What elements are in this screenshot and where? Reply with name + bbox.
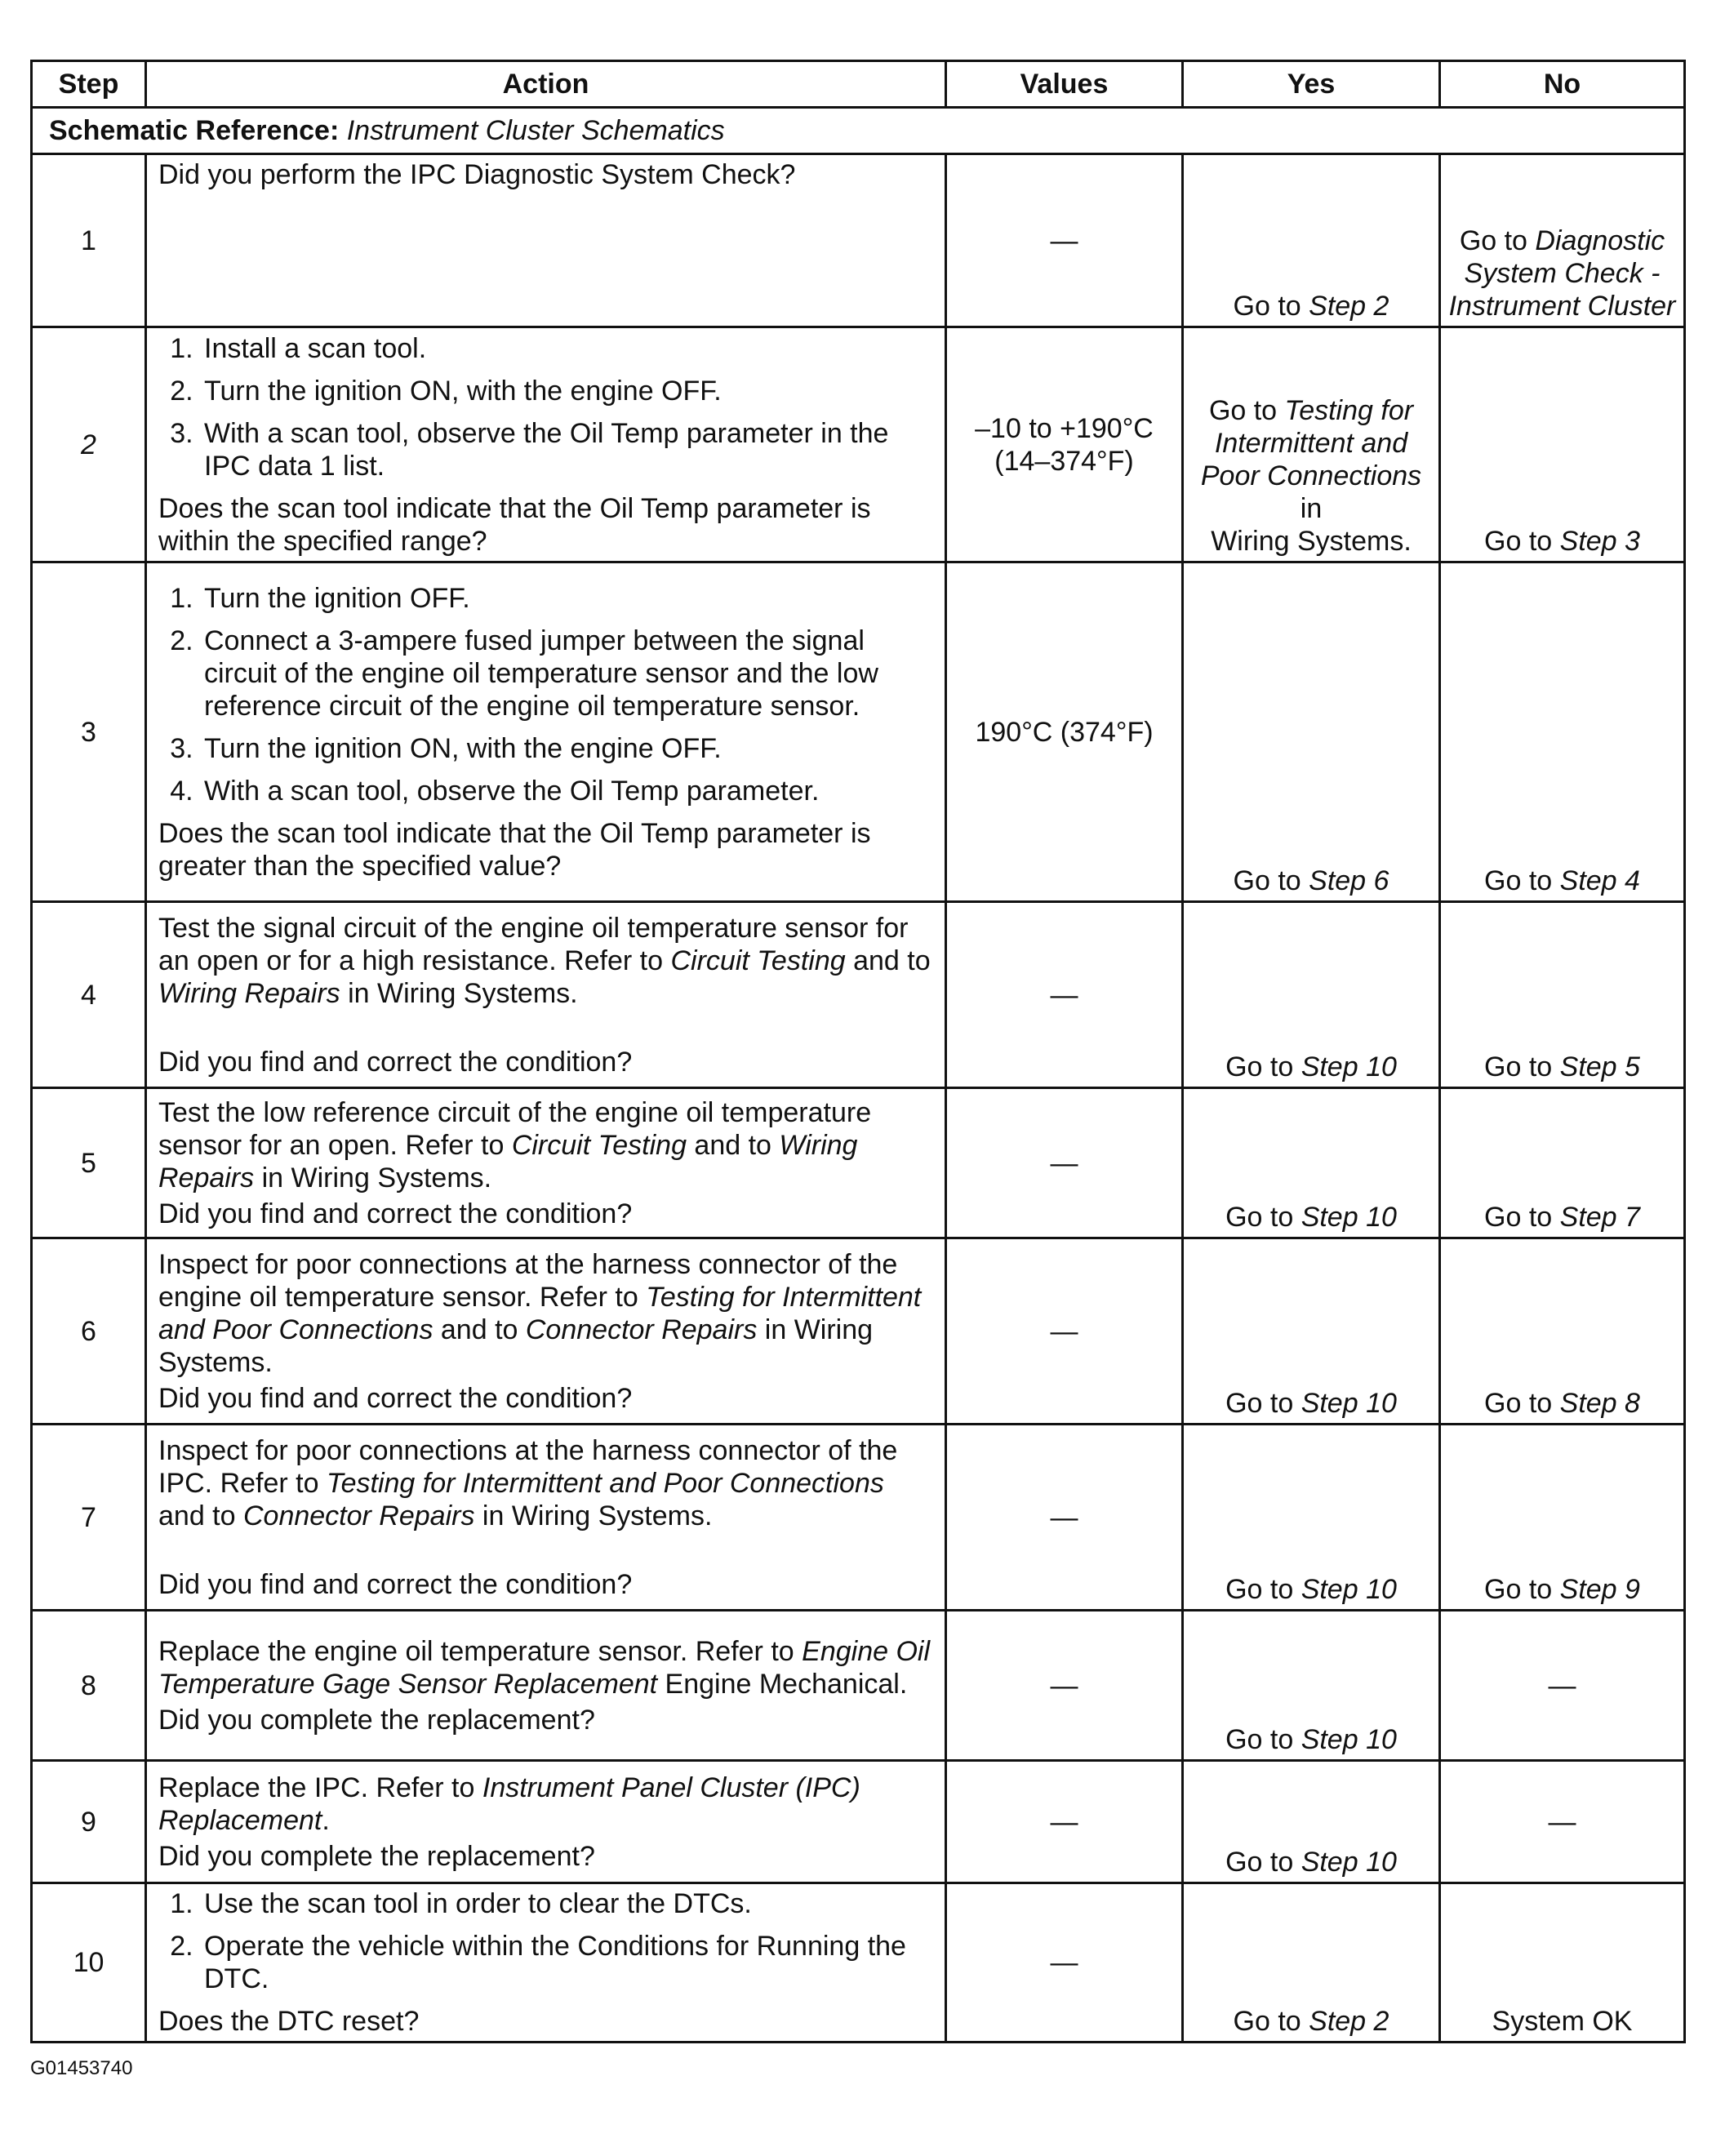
action-cell — [146, 1611, 946, 1761]
yes-link[interactable]: Step 10 — [1300, 1202, 1397, 1233]
step-number: 10 — [32, 1883, 146, 2043]
yes-cell: Go to Step 10 — [1183, 1088, 1440, 1238]
table-row — [32, 327, 1685, 562]
action-list — [158, 582, 933, 807]
list-item: 2. Connect a 3-ampere fused jumper between the signal circuit of the engine oil temperature sensor and the low reference circuit of the engine oil temperature sensor. — [201, 625, 933, 722]
step-number: 2 — [32, 327, 146, 562]
yes-cell: Go to Testing for Intermittent and Poor Connections in Wiring Systems. — [1183, 327, 1440, 562]
step-number: 8 — [32, 1611, 146, 1761]
yes-cell: Go to Step 6 — [1183, 562, 1440, 902]
no-cell: Go to Step 8 — [1440, 1238, 1685, 1425]
no-cell: Go to Step 3 — [1440, 327, 1685, 562]
yes-cell: Go to Step 10 — [1183, 902, 1440, 1088]
action-text: Inspect for poor connections at the harness connector of the engine oil temperature sensor. Refer to Testing for Intermittent and Poor Connections and to Connector Repairs in Wiring Systems. — [158, 1248, 922, 1378]
table-row — [32, 1761, 1685, 1883]
table-row — [32, 1088, 1685, 1238]
no-link[interactable]: Step 5 — [1559, 1051, 1640, 1082]
schematic-link[interactable]: Instrument Cluster Schematics — [346, 115, 725, 146]
no-cell: — — [1440, 1761, 1685, 1883]
table-row — [32, 1238, 1685, 1425]
values-cell: 190°C (374°F) — [946, 562, 1183, 902]
no-link[interactable]: Step 3 — [1559, 526, 1640, 557]
list-item: 3. With a scan tool, observe the Oil Temp parameter in the IPC data 1 list. — [201, 417, 933, 482]
list-item: 1. Turn the ignition OFF. — [201, 582, 933, 615]
yes-cell: Go to Step 10 — [1183, 1425, 1440, 1611]
no-link[interactable]: Step 9 — [1559, 1574, 1640, 1605]
values-cell: — — [946, 1611, 1183, 1761]
list-item: 2. Turn the ignition ON, with the engine OFF. — [201, 375, 933, 407]
header-no: No — [1440, 61, 1685, 108]
table-row — [32, 902, 1685, 1088]
schematic-label: Schematic Reference: — [49, 115, 340, 146]
table-row — [32, 1611, 1685, 1761]
action-cell — [146, 1088, 946, 1238]
action-cell — [146, 1238, 946, 1425]
header-yes: Yes — [1183, 61, 1440, 108]
action-link[interactable]: Connector Repairs — [242, 1500, 475, 1531]
diagnostic-table — [30, 60, 1686, 2043]
action-text: Inspect for poor connections at the harness connector of the IPC. Refer to Testing for Intermittent and Poor Connections and to Connector Repairs in Wiring Systems. — [158, 1434, 898, 1531]
yes-link[interactable]: Testing for Intermittent and Poor Connections — [1200, 395, 1422, 491]
values-cell: — — [946, 1761, 1183, 1883]
action-link[interactable]: Testing for Intermittent and Poor Connections — [326, 1467, 884, 1499]
action-cell — [146, 327, 946, 562]
list-item: 1. Install a scan tool. — [201, 332, 933, 365]
values-cell: –10 to +190°C (14–374°F) — [946, 327, 1183, 562]
no-cell: Go to Step 9 — [1440, 1425, 1685, 1611]
no-link[interactable]: Step 4 — [1559, 865, 1640, 896]
action-link[interactable]: Connector Repairs — [525, 1314, 758, 1345]
action-question: Did you find and correct the condition? — [158, 1198, 633, 1229]
action-text: Test the signal circuit of the engine oil temperature sensor for an open or for a high resistance. Refer to Circuit Testing and to Wiring Repairs in Wiring Systems. — [158, 912, 931, 1009]
action-cell — [146, 154, 946, 327]
action-cell — [146, 902, 946, 1088]
yes-link[interactable]: Step 10 — [1300, 1724, 1397, 1755]
list-item: 2. Operate the vehicle within the Conditions for Running the DTC. — [201, 1930, 933, 1995]
action-list — [158, 332, 933, 482]
step-number: 5 — [32, 1088, 146, 1238]
action-question: Did you find and correct the condition? — [158, 1568, 633, 1600]
action-link[interactable]: Wiring Repairs — [158, 977, 340, 1009]
no-cell: Go to Step 5 — [1440, 902, 1685, 1088]
header-action: Action — [146, 61, 946, 108]
diagnostic-page — [30, 60, 1683, 2043]
table-row — [32, 562, 1685, 902]
table-row — [32, 154, 1685, 327]
step-number: 9 — [32, 1761, 146, 1883]
yes-link[interactable]: Step 10 — [1300, 1388, 1397, 1419]
list-item: 4. With a scan tool, observe the Oil Temp parameter. — [201, 775, 933, 807]
action-cell — [146, 1761, 946, 1883]
yes-link[interactable]: Step 2 — [1309, 2006, 1389, 2037]
yes-link[interactable]: Step 2 — [1309, 291, 1389, 322]
action-cell — [146, 1883, 946, 2043]
values-cell: — — [946, 1088, 1183, 1238]
values-cell: — — [946, 1238, 1183, 1425]
header-values: Values — [946, 61, 1183, 108]
step-number: 3 — [32, 562, 146, 902]
table-header-row — [32, 61, 1685, 108]
schematic-reference-row — [32, 108, 1685, 154]
action-link[interactable]: Circuit Testing — [511, 1129, 687, 1161]
yes-link[interactable]: Step 10 — [1300, 1051, 1397, 1082]
yes-cell: Go to Step 10 — [1183, 1761, 1440, 1883]
action-question: Does the DTC reset? — [158, 2006, 420, 2037]
no-cell: — — [1440, 1611, 1685, 1761]
yes-link[interactable]: Step 6 — [1309, 865, 1389, 896]
action-question: Did you find and correct the condition? — [158, 1382, 633, 1414]
figure-id: G01453740 — [30, 2057, 133, 2079]
values-cell: — — [946, 1883, 1183, 2043]
step-number: 1 — [32, 154, 146, 327]
yes-cell: Go to Step 10 — [1183, 1238, 1440, 1425]
no-cell: Go to Step 7 — [1440, 1088, 1685, 1238]
action-text: Replace the IPC. Refer to Instrument Panel Cluster (IPC) Replacement. — [158, 1771, 860, 1836]
step-number: 6 — [32, 1238, 146, 1425]
no-link[interactable]: Step 7 — [1559, 1202, 1640, 1233]
yes-link[interactable]: Step 10 — [1300, 1847, 1397, 1878]
action-question: Did you complete the replacement? — [158, 1704, 595, 1736]
no-link[interactable]: Step 8 — [1559, 1388, 1640, 1419]
yes-cell: Go to Step 10 — [1183, 1611, 1440, 1761]
values-cell: — — [946, 1425, 1183, 1611]
values-cell: — — [946, 154, 1183, 327]
schematic-reference — [32, 108, 1685, 154]
no-cell: Go to Step 4 — [1440, 562, 1685, 902]
action-link[interactable]: Testing for Intermittent and Poor Connections — [158, 1281, 922, 1345]
yes-link[interactable]: Step 10 — [1300, 1574, 1397, 1605]
table-row — [32, 1425, 1685, 1611]
action-list — [158, 1887, 933, 1995]
values-cell: — — [946, 902, 1183, 1088]
action-link[interactable]: Engine Oil Temperature Gage Sensor Replacement — [158, 1635, 931, 1700]
action-question: Did you find and correct the condition? — [158, 1046, 633, 1078]
action-text: Replace the engine oil temperature sensor. Refer to Engine Oil Temperature Gage Sensor Replacement Engine Mechanical. — [158, 1635, 931, 1700]
action-link[interactable]: Instrument Panel Cluster (IPC) Replacement — [158, 1771, 860, 1836]
table-row — [32, 1883, 1685, 2043]
yes-cell: Go to Step 2 — [1183, 1883, 1440, 2043]
list-item: 1. Use the scan tool in order to clear the DTCs. — [201, 1887, 933, 1920]
action-link[interactable]: Circuit Testing — [670, 945, 846, 976]
no-link[interactable]: Diagnostic System Check - Instrument Cluster — [1448, 225, 1676, 322]
list-item: 3. Turn the ignition ON, with the engine OFF. — [201, 732, 933, 765]
action-question: Does the scan tool indicate that the Oil Temp parameter is greater than the specified value? — [158, 817, 871, 882]
step-number: 4 — [32, 902, 146, 1088]
header-step: Step — [32, 61, 146, 108]
action-question: Did you complete the replacement? — [158, 1840, 595, 1872]
yes-cell: Go to Step 2 — [1183, 154, 1440, 327]
action-cell — [146, 1425, 946, 1611]
action-question: Did you perform the IPC Diagnostic System Check? — [158, 159, 796, 190]
action-link[interactable]: Wiring Repairs — [158, 1129, 858, 1194]
no-cell: System OK — [1440, 1883, 1685, 2043]
step-number: 7 — [32, 1425, 146, 1611]
action-cell — [146, 562, 946, 902]
action-question: Does the scan tool indicate that the Oil Temp parameter is within the specified range? — [158, 492, 871, 557]
action-text: Test the low reference circuit of the engine oil temperature sensor for an open. Refer to Circuit Testing and to Wiring Repairs in Wiring Systems. — [158, 1096, 872, 1194]
no-cell: Go to Diagnostic System Check - Instrument Cluster — [1440, 154, 1685, 327]
